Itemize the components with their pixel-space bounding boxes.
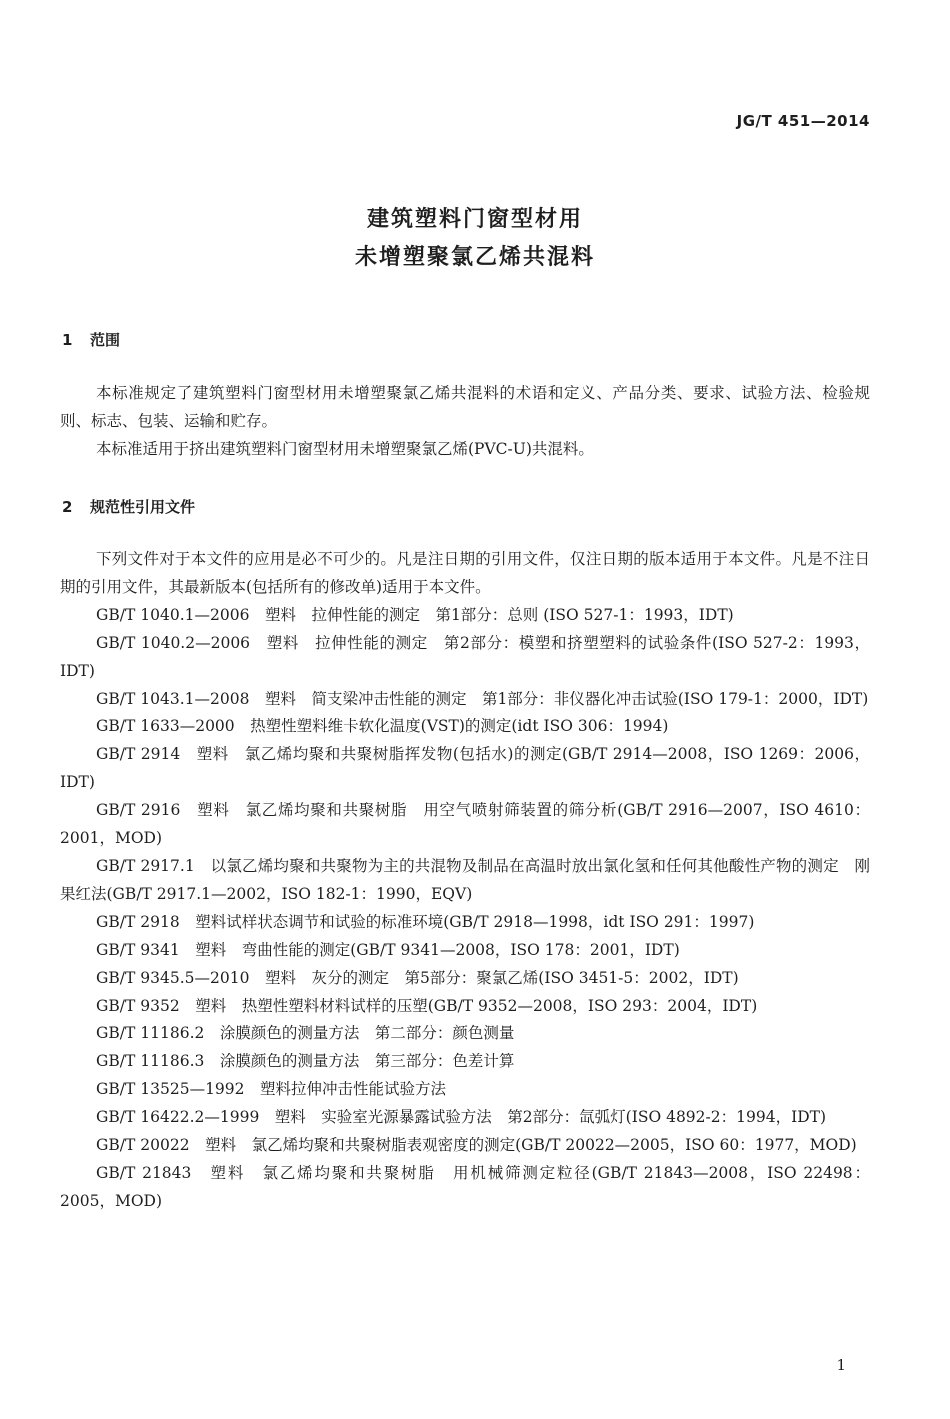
section-title: 规范性引用文件: [90, 498, 196, 516]
reference-entry: GB/T 9341 塑料 弯曲性能的测定(GB/T 9341—2008，ISO 178：2001，IDT): [96, 940, 680, 959]
reference-entry: GB/T 9352 塑料 热塑性塑料材料试样的压塑(GB/T 9352—2008，ISO 293：2004，IDT): [96, 996, 758, 1015]
reference-entry: GB/T 1040.2—2006 塑料 拉伸性能的测定 第2部分：模塑和挤塑塑料的试验条件(ISO 527-2：1993，IDT): [60, 633, 870, 680]
section-1-heading: [62, 329, 120, 350]
document-title-line-1: 建筑塑料门窗型材用: [366, 207, 583, 232]
reference-entry: GB/T 13525—1992 塑料拉伸冲击性能试验方法: [96, 1080, 447, 1099]
section-2-body: [60, 546, 870, 1216]
reference-entry: GB/T 1633—2000 热塑性塑料维卡软化温度(VST)的测定(idt ISO 306：1994): [96, 717, 669, 736]
standard-code: JG/T 451—2014: [736, 112, 870, 130]
reference-entry: GB/T 11186.3 涂膜颜色的测量方法 第三部分：色差计算: [96, 1052, 515, 1071]
reference-entry: GB/T 9345.5—2010 塑料 灰分的测定 第5部分：聚氯乙烯(ISO 3451-5：2002，IDT): [96, 968, 739, 987]
reference-entry: GB/T 2916 塑料 氯乙烯均聚和共聚树脂 用空气喷射筛装置的筛分析(GB/T 2916—2007，ISO 4610：2001，MOD): [60, 801, 870, 848]
reference-entry: GB/T 2917.1 以氯乙烯均聚和共聚物为主的共混物及制品在高温时放出氯化氢和任何其他酸性产物的测定 刚果红法(GB/T 2917.1—2002，ISO 182-1：1990，EQV): [60, 856, 870, 903]
section-title: 范围: [90, 331, 121, 349]
section-number: 2: [62, 498, 73, 516]
reference-entry: GB/T 21843 塑料 氯乙烯均聚和共聚树脂 用机械筛测定粒径(GB/T 21843—2008，ISO 22498：2005，MOD): [60, 1163, 870, 1210]
paragraph: 本标准规定了建筑塑料门窗型材用未增塑聚氯乙烯共混料的术语和定义、产品分类、要求、试验方法、检验规则、标志、包装、运输和贮存。: [60, 384, 870, 430]
reference-entry: GB/T 2914 塑料 氯乙烯均聚和共聚树脂挥发物(包括水)的测定(GB/T 2914—2008，ISO 1269：2006，IDT): [60, 745, 870, 792]
page-number: 1: [836, 1356, 846, 1374]
section-2-heading: [62, 496, 195, 517]
reference-entry: GB/T 11186.2 涂膜颜色的测量方法 第二部分：颜色测量: [96, 1024, 515, 1043]
paragraph: 本标准适用于挤出建筑塑料门窗型材用未增塑聚氯乙烯(PVC-U)共混料。: [96, 439, 594, 458]
document-title-line-2: 未增塑聚氯乙烯共混料: [354, 245, 595, 270]
reference-entry: GB/T 1040.1—2006 塑料 拉伸性能的测定 第1部分：总则 (ISO 527-1：1993，IDT): [96, 605, 734, 624]
reference-entry: GB/T 20022 塑料 氯乙烯均聚和共聚树脂表观密度的测定(GB/T 20022—2005，ISO 60：1977，MOD): [96, 1136, 857, 1155]
reference-entry: GB/T 16422.2—1999 塑料 实验室光源暴露试验方法 第2部分：氙弧灯(ISO 4892-2：1994，IDT): [96, 1108, 827, 1127]
paragraph: 下列文件对于本文件的应用是必不可少的。凡是注日期的引用文件，仅注日期的版本适用于本文件。凡是不注日期的引用文件，其最新版本(包括所有的修改单)适用于本文件。: [60, 550, 870, 596]
reference-entry: GB/T 2918 塑料试样状态调节和试验的标准环境(GB/T 2918—1998，idt ISO 291：1997): [96, 912, 755, 931]
section-1-body: [60, 380, 870, 464]
reference-entry: GB/T 1043.1—2008 塑料 简支梁冲击性能的测定 第1部分：非仪器化冲击试验(ISO 179-1：2000，IDT): [96, 689, 869, 708]
section-number: 1: [62, 331, 73, 349]
